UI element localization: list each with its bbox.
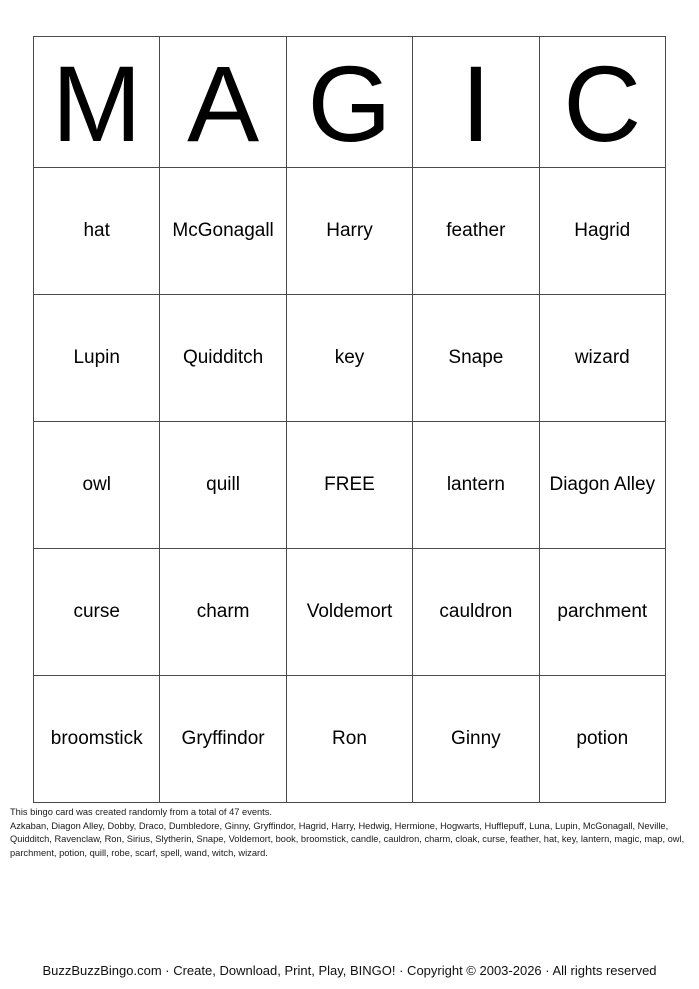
bingo-cell: Quidditch [160,295,286,422]
free-space-cell: FREE [286,422,412,549]
bingo-row [34,168,666,295]
bingo-row [34,549,666,676]
bingo-cell: cauldron [413,549,539,676]
bingo-cell: potion [539,676,665,803]
bingo-cell: feather [413,168,539,295]
bingo-cell: broomstick [34,676,160,803]
bingo-cell: Diagon Alley [539,422,665,549]
event-list: Azkaban, Diagon Alley, Dobby, Draco, Dumbledore, Ginny, Gryffindor, Hagrid, Harry, Hedwig, Hermione, Hogwarts, Hufflepuff, Luna, Lupin, McGonagall, Neville, Quidditch, Ravenclaw, Ron, Sirius, Slytherin, Snape, Voldemort, book, broomstick, candle, cauldron, charm, cloak, curse, feather, hat, key, lantern, magic, map, owl, parchment, potion, quill, robe, scarf, spell, wand, witch, wizard. [10,820,685,858]
bingo-cell: owl [34,422,160,549]
bingo-cell: Gryffindor [160,676,286,803]
header-letter: I [413,37,539,168]
bingo-cell: Ron [286,676,412,803]
bingo-cell: parchment [539,549,665,676]
generation-note [10,806,686,860]
bingo-cell: Ginny [413,676,539,803]
header-letter: M [34,37,160,168]
bingo-card [33,36,666,803]
bingo-cell: key [286,295,412,422]
bingo-cell: Voldemort [286,549,412,676]
bingo-cell: Lupin [34,295,160,422]
header-letter: G [286,37,412,168]
bingo-row [34,295,666,422]
bingo-header-row [34,37,666,168]
bingo-row [34,422,666,549]
site-footer: BuzzBuzzBingo.com · Create, Download, Print, Play, BINGO! · Copyright © 2003-2026 · All rights reserved [42,963,657,978]
bingo-cell: McGonagall [160,168,286,295]
bingo-cell: Snape [413,295,539,422]
bingo-row [34,676,666,803]
bingo-cell: curse [34,549,160,676]
bingo-cell: hat [34,168,160,295]
bingo-cell: charm [160,549,286,676]
bingo-cell: wizard [539,295,665,422]
bingo-cell: Hagrid [539,168,665,295]
bingo-cell: Harry [286,168,412,295]
note-intro: This bingo card was created randomly from a total of 47 events. [10,807,272,817]
bingo-cell: quill [160,422,286,549]
bingo-cell: lantern [413,422,539,549]
header-letter: A [160,37,286,168]
header-letter: C [539,37,665,168]
